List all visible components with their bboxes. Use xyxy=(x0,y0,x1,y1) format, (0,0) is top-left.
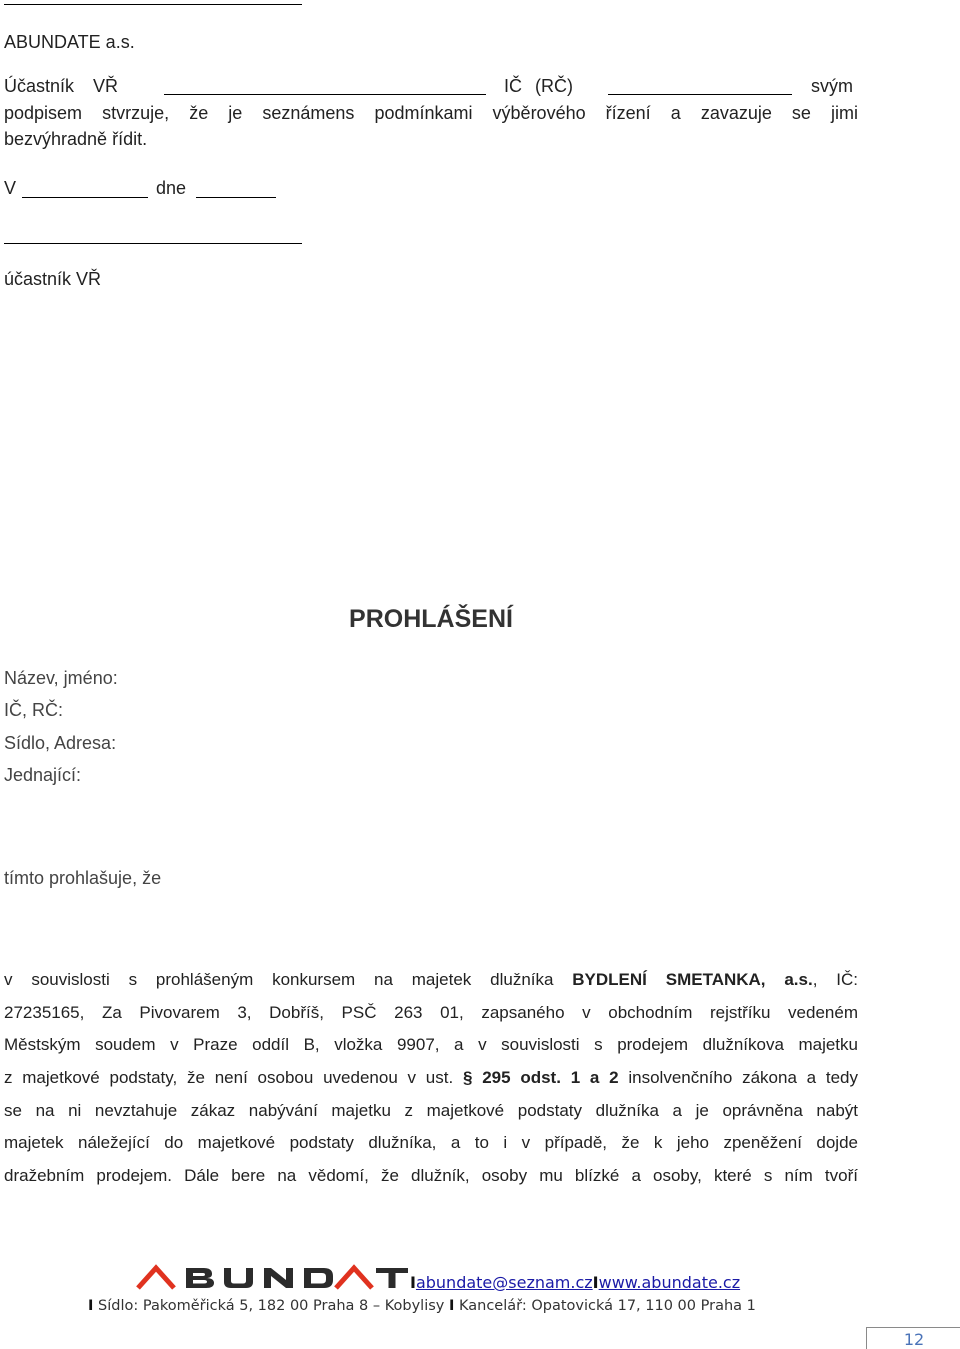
paragraph-line-2: 27235165, Za Pivovarem 3, Dobříš, PSČ 263 01, zapsaného v obchodním rejstříku vedeném xyxy=(4,1003,858,1022)
signature-caption: účastník VŘ xyxy=(4,269,102,289)
footer-contact: Iabundate@seznam.czIwww.abundate.cz xyxy=(410,1273,741,1292)
field-name: Název, jméno: xyxy=(4,668,118,688)
date-label: dne xyxy=(156,178,187,198)
page-number: 12 xyxy=(903,1330,925,1349)
declaration-intro: tímto prohlašuje, že xyxy=(4,868,162,888)
place-label: V xyxy=(4,178,17,198)
ic-rc-blank[interactable] xyxy=(608,94,792,95)
field-ic: IČ, RČ: xyxy=(4,700,64,720)
page-number-box xyxy=(866,1327,960,1349)
date-blank[interactable] xyxy=(196,197,276,198)
paragraph-line-5: se na ni nevztahuje zákaz nabývání majetku z majetkové podstaty dlužníka a je oprávněna nabýt xyxy=(4,1101,858,1120)
ic-rc-label: IČ (RČ) xyxy=(504,76,573,96)
debtor-name: BYDLENÍ SMETANKA, a.s. xyxy=(572,970,813,989)
participant-name-blank[interactable] xyxy=(164,94,486,95)
paragraph-line-7: dražebním prodejem. Dále bere na vědomí, že dlužník, osoby mu blízké a osoby, které s ním tvoří xyxy=(4,1166,858,1185)
company-name: ABUNDATE a.s. xyxy=(4,32,135,52)
field-representative: Jednající: xyxy=(4,765,82,785)
signature-line[interactable] xyxy=(4,243,302,244)
office-address: Kancelář: Opatovická 17, 110 00 Praha 1 xyxy=(454,1298,756,1314)
paragraph-line-6: majetek náležející do majetkové podstaty dlužníka, a to i v případě, že k jeho zpeněžení dojde xyxy=(4,1133,858,1152)
registered-office: Sídlo: Pakoměřická 5, 182 00 Praha 8 – Kobylisy xyxy=(93,1298,449,1314)
declaration-line-2: podpisem stvrzuje, že je seznámens podmínkami výběrového řízení a zavazuje se jimi xyxy=(4,103,858,123)
paragraph-line-3: Městským soudem v Praze oddíl B, vložka 9907, a v souvislosti s prodejem dlužníkova majetku xyxy=(4,1035,858,1054)
paragraph-line-4: z majetkové podstaty, že není osobou uvedenou v ust. § 295 odst. 1 a 2 insolvenčního zákona a tedy xyxy=(4,1068,859,1087)
svym-word: svým xyxy=(811,76,853,96)
abundate-logo xyxy=(136,1264,410,1290)
declaration-title: PROHLÁŠENÍ xyxy=(349,605,513,633)
place-blank[interactable] xyxy=(22,197,148,198)
top-signature-line xyxy=(4,4,302,5)
participant-word: Účastník VŘ xyxy=(4,76,119,96)
email-link[interactable]: abundate@seznam.cz xyxy=(415,1273,593,1292)
paragraph-line-1: v souvislosti s prohlášeným konkursem na majetek dlužníka BYDLENÍ SMETANKA, a.s., IČ: xyxy=(4,970,858,989)
web-link[interactable]: www.abundate.cz xyxy=(598,1273,741,1292)
section-sign: § xyxy=(462,1068,473,1087)
statute-reference: 295 odst. 1 a 2 xyxy=(472,1068,619,1087)
field-address: Sídlo, Adresa: xyxy=(4,733,117,753)
declaration-line-3: bezvýhradně řídit. xyxy=(4,129,148,149)
footer-address: I Sídlo: Pakoměřická 5, 182 00 Praha 8 – Kobylisy I Kancelář: Opatovická 17, 110 00 Praha 1 xyxy=(88,1298,756,1314)
